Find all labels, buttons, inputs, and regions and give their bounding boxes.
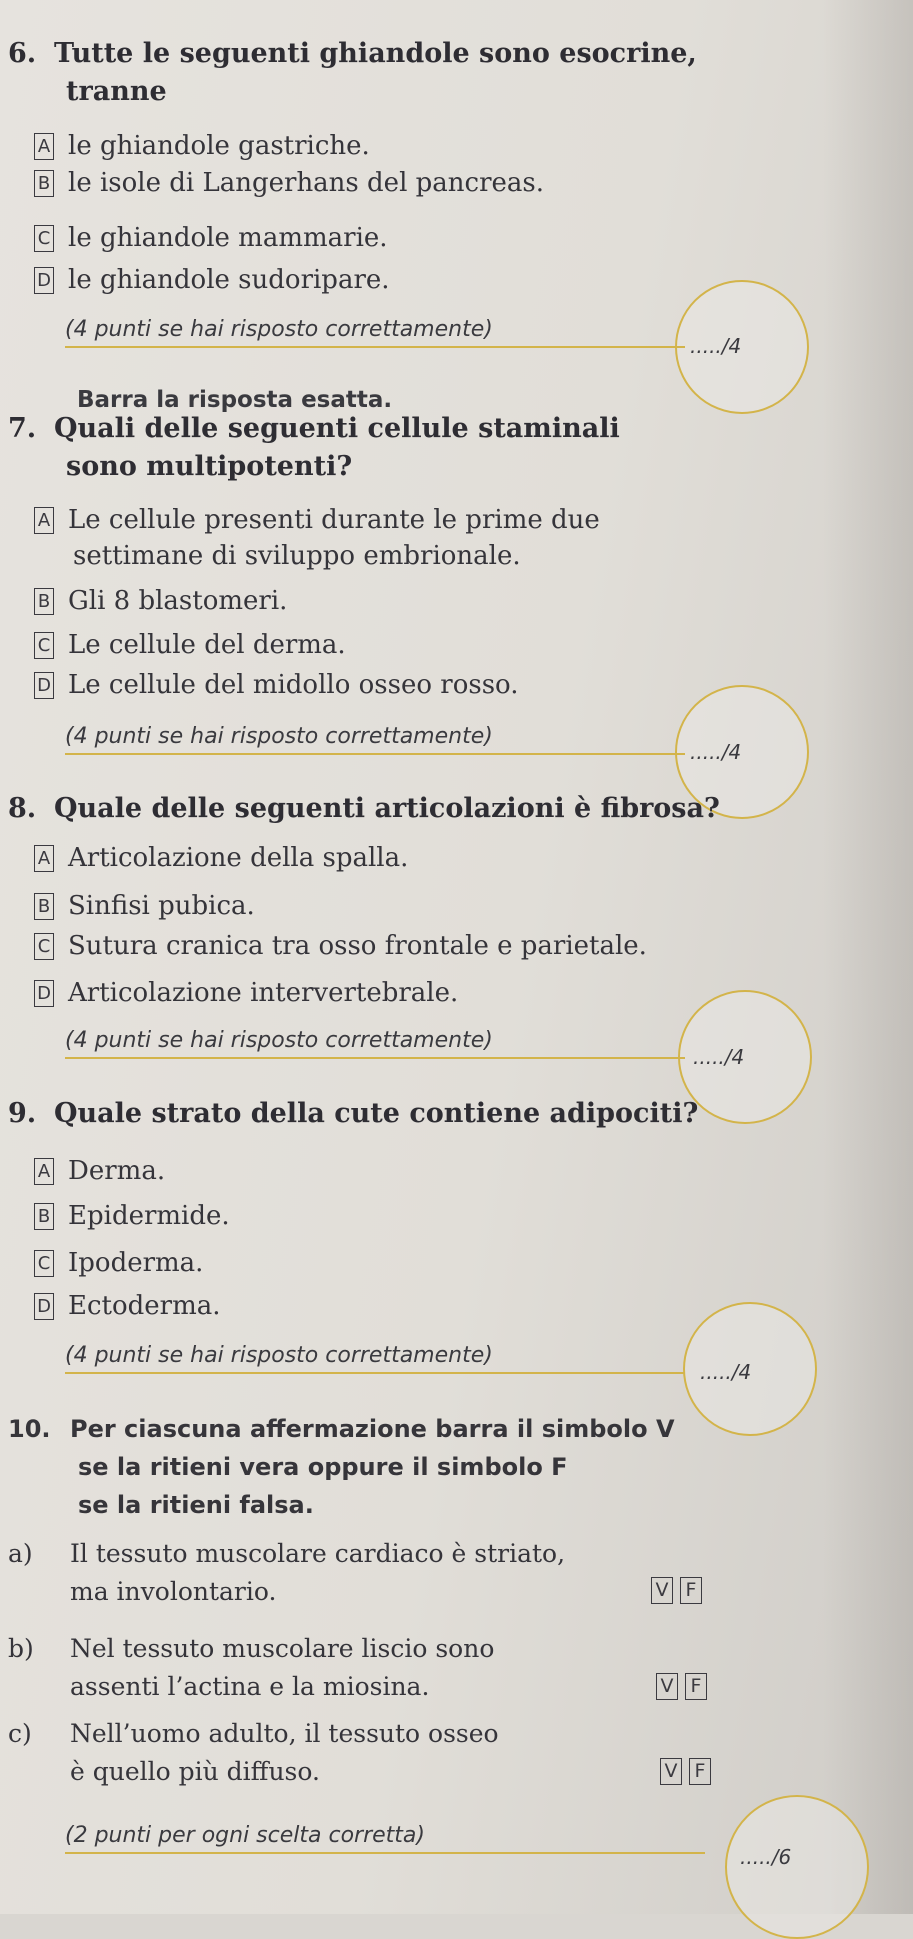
option-text: le ghiandole mammarie. bbox=[68, 223, 388, 253]
option-letter: C bbox=[34, 632, 54, 659]
question-text-line1: Quale delle seguenti articolazioni è fibrosa? bbox=[54, 793, 720, 824]
statement-b bbox=[8, 1630, 748, 1706]
question-number: 9. bbox=[8, 1098, 37, 1129]
true-false-boxes bbox=[651, 1577, 709, 1604]
option-d[interactable] bbox=[8, 262, 390, 298]
score-field[interactable]: ...../4 bbox=[700, 1360, 752, 1384]
true-checkbox[interactable]: V bbox=[660, 1758, 682, 1785]
option-d[interactable] bbox=[8, 667, 519, 703]
option-text: Le cellule presenti durante le prime due bbox=[68, 505, 600, 535]
question-text-line2: sono multipotenti? bbox=[66, 451, 353, 482]
option-letter: A bbox=[34, 507, 54, 534]
option-letter: D bbox=[34, 267, 54, 294]
option-text: le ghiandole sudoripare. bbox=[68, 265, 390, 295]
points-note: (2 punti per ogni scelta corretta) bbox=[65, 1823, 705, 1854]
option-a[interactable] bbox=[8, 502, 600, 574]
option-text: Articolazione intervertebrale. bbox=[68, 978, 459, 1008]
option-d[interactable] bbox=[8, 975, 458, 1011]
option-text: le ghiandole gastriche. bbox=[68, 131, 370, 161]
option-text: Ectoderma. bbox=[68, 1291, 221, 1321]
statement-c bbox=[8, 1715, 748, 1791]
option-letter: D bbox=[34, 672, 54, 699]
option-letter: A bbox=[34, 845, 54, 872]
option-letter: B bbox=[34, 170, 54, 197]
false-checkbox[interactable]: F bbox=[689, 1758, 711, 1785]
option-d[interactable] bbox=[8, 1288, 221, 1324]
statement-label: a) bbox=[8, 1539, 33, 1568]
option-text: Epidermide. bbox=[68, 1201, 230, 1231]
option-letter: C bbox=[34, 225, 54, 252]
statement-label: b) bbox=[8, 1634, 34, 1663]
statement-text: Nell’uomo adulto, il tessuto osseo bbox=[70, 1719, 499, 1748]
question-text-line1: Quale strato della cute contiene adipociti? bbox=[54, 1098, 699, 1129]
question-text-line2: tranne bbox=[66, 76, 167, 107]
option-b[interactable] bbox=[8, 888, 255, 924]
option-letter: D bbox=[34, 1293, 54, 1320]
score-field[interactable]: ...../4 bbox=[690, 740, 742, 764]
option-b[interactable] bbox=[8, 165, 544, 201]
option-letter: B bbox=[34, 893, 54, 920]
option-text: Le cellule del midollo osseo rosso. bbox=[68, 670, 519, 700]
question-text-line1: Quali delle seguenti cellule staminali bbox=[54, 413, 620, 444]
option-a[interactable] bbox=[8, 128, 370, 164]
points-note: (4 punti se hai risposto correttamente) bbox=[65, 317, 685, 348]
points-note: (4 punti se hai risposto correttamente) bbox=[65, 1028, 685, 1059]
option-letter: B bbox=[34, 588, 54, 615]
option-text-line2: settimane di sviluppo embrionale. bbox=[73, 541, 521, 571]
option-text: Articolazione della spalla. bbox=[68, 843, 409, 873]
question-10 bbox=[8, 1410, 748, 1524]
question-6-title bbox=[8, 35, 748, 111]
question-number: 7. bbox=[8, 413, 37, 444]
option-a[interactable] bbox=[8, 1153, 165, 1189]
true-false-boxes bbox=[656, 1673, 714, 1700]
question-text-line2: se la ritieni vera oppure il simbolo F bbox=[78, 1453, 568, 1481]
instruction: Barra la risposta esatta. bbox=[77, 387, 393, 413]
question-7-title bbox=[8, 410, 748, 486]
option-letter: B bbox=[34, 1203, 54, 1230]
score-field[interactable]: ...../4 bbox=[690, 334, 742, 358]
option-letter: A bbox=[34, 1158, 54, 1185]
question-number: 6. bbox=[8, 38, 37, 69]
points-note: (4 punti se hai risposto correttamente) bbox=[65, 724, 685, 755]
option-text: le isole di Langerhans del pancreas. bbox=[68, 168, 545, 198]
option-text: Gli 8 blastomeri. bbox=[68, 586, 288, 616]
statement-text-line2: è quello più diffuso. bbox=[70, 1757, 320, 1786]
question-8-title bbox=[8, 790, 748, 828]
score-field[interactable]: ...../4 bbox=[693, 1045, 745, 1069]
option-b[interactable] bbox=[8, 583, 287, 619]
option-c[interactable] bbox=[8, 220, 388, 256]
points-note: (4 punti se hai risposto correttamente) bbox=[65, 1343, 685, 1374]
question-text-line1: Per ciascuna affermazione barra il simbolo V bbox=[70, 1415, 675, 1443]
statement-label: c) bbox=[8, 1719, 32, 1748]
true-checkbox[interactable]: V bbox=[656, 1673, 678, 1700]
option-a[interactable] bbox=[8, 840, 408, 876]
question-6 bbox=[8, 35, 748, 111]
option-letter: C bbox=[34, 1250, 54, 1277]
statement-text-line2: assenti l’actina e la miosina. bbox=[70, 1672, 430, 1701]
statement-text-line2: ma involontario. bbox=[70, 1577, 277, 1606]
option-letter: C bbox=[34, 933, 54, 960]
option-text: Ipoderma. bbox=[68, 1248, 204, 1278]
option-text: Sutura cranica tra osso frontale e parietale. bbox=[68, 931, 647, 961]
question-number: 8. bbox=[8, 793, 37, 824]
option-letter: A bbox=[34, 133, 54, 160]
option-c[interactable] bbox=[8, 1245, 203, 1281]
option-letter: D bbox=[34, 980, 54, 1007]
true-false-boxes bbox=[660, 1758, 718, 1785]
page-edge-shadow bbox=[823, 0, 913, 1914]
question-8 bbox=[8, 790, 748, 828]
statement-text: Il tessuto muscolare cardiaco è striato, bbox=[70, 1539, 566, 1568]
question-text-line3: se la ritieni falsa. bbox=[78, 1491, 314, 1519]
option-text: Derma. bbox=[68, 1156, 166, 1186]
question-9 bbox=[8, 1095, 748, 1133]
score-field[interactable]: ...../6 bbox=[740, 1845, 792, 1869]
false-checkbox[interactable]: F bbox=[680, 1577, 702, 1604]
option-text: Le cellule del derma. bbox=[68, 630, 346, 660]
question-text-line1: Tutte le seguenti ghiandole sono esocrine, bbox=[54, 38, 697, 69]
option-text: Sinfisi pubica. bbox=[68, 891, 255, 921]
question-7 bbox=[8, 410, 748, 486]
option-b[interactable] bbox=[8, 1198, 230, 1234]
question-9-title bbox=[8, 1095, 748, 1133]
question-number: 10. bbox=[8, 1415, 51, 1443]
option-c[interactable] bbox=[8, 627, 346, 663]
false-checkbox[interactable]: F bbox=[685, 1673, 707, 1700]
option-c[interactable] bbox=[8, 928, 647, 964]
true-checkbox[interactable]: V bbox=[651, 1577, 673, 1604]
statement-text: Nel tessuto muscolare liscio sono bbox=[70, 1634, 495, 1663]
statement-a bbox=[8, 1535, 748, 1611]
